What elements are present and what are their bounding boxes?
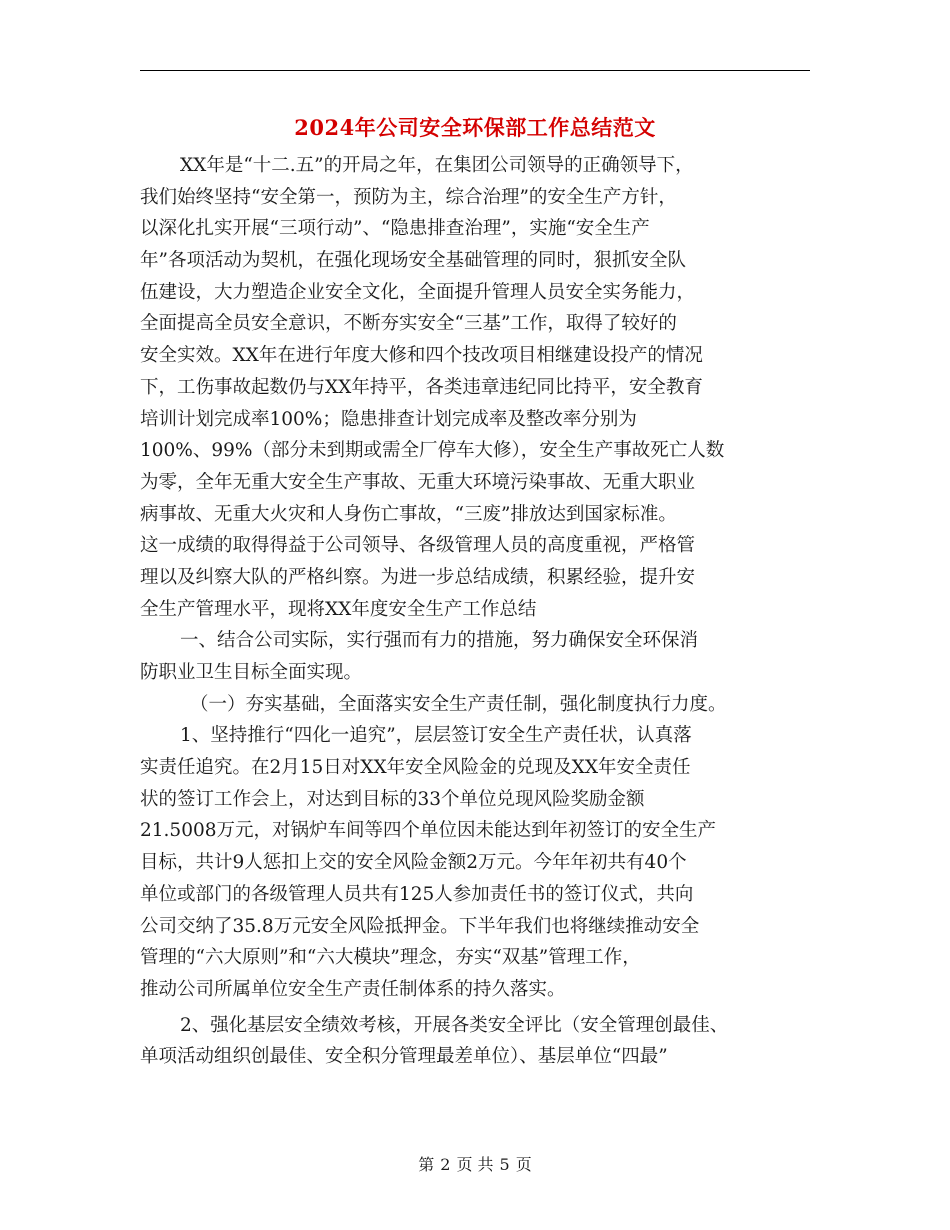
section-heading-cont: 防职业卫生目标全面实现。 — [140, 662, 363, 683]
body-line: 21.5008万元，对锅炉车间等四个单位因未能达到年初签订的安全生产 — [140, 820, 717, 842]
body-line: 100%、99%（部分未到期或需全厂停车大修），安全生产事故死亡人数 — [140, 440, 725, 462]
body-line: 理以及纠察大队的严格纠察。为进一步总结成绩，积累经验，提升安 — [140, 566, 696, 588]
body-line: 目标，共计9人惩扣上交的安全风险金额2万元。今年年初共有40个 — [140, 852, 687, 874]
body-line: XX年是“十二.五”的开局之年，在集团公司领导的正确领导下， — [180, 155, 694, 176]
body-line: 实责任追究。在2月15日对XX年安全风险金的兑现及XX年安全责任 — [140, 757, 691, 779]
body-line: 全生产管理水平，现将XX年度安全生产工作总结 — [140, 598, 537, 620]
body-line: 安全实效。XX年在进行年度大修和四个技改项目相继建设投产的情况 — [140, 345, 703, 367]
body-line: 培训计划完成率100%；隐患排查计划完成率及整改率分别为 — [140, 408, 637, 430]
body-line: 这一成绩的取得得益于公司领导、各级管理人员的高度重视，严格管 — [140, 535, 696, 557]
body-line: 公司交纳了35.8万元安全风险抵押金。下半年我们也将继续推动安全 — [140, 915, 700, 937]
page-label-middle: 页 共 — [456, 1155, 494, 1174]
page-label-suffix: 页 — [515, 1155, 532, 1174]
page-footer — [0, 1154, 950, 1176]
body-line: 状的签订工作会上，对达到目标的33个单位兑现风险奖励金额 — [140, 788, 645, 810]
section-heading: 一、结合公司实际，实行强而有力的措施，努力确保安全环保消 — [180, 630, 699, 652]
page-label-prefix: 第 — [418, 1155, 435, 1174]
body-line: 推动公司所属单位安全生产责任制体系的持久落实。 — [140, 978, 566, 1000]
current-page-number: 2 — [440, 1155, 451, 1174]
body-line: 全面提高全员安全意识，不断夯实安全“三基”工作，取得了较好的 — [140, 313, 677, 335]
header-rule — [140, 70, 810, 71]
body-line: 单项活动组织创最佳、安全积分管理最差单位）、基层单位“四最” — [140, 1046, 668, 1068]
subsection-heading: （一）夯实基础，全面落实安全生产责任制，强化制度执行力度。 — [190, 693, 727, 715]
body-line: 管理的“六大原则”和“六大模块”理念，夯实“双基”管理工作， — [140, 947, 641, 969]
document-title: 2024年公司安全环保部工作总结范文 — [294, 115, 656, 140]
total-pages-number: 5 — [499, 1155, 510, 1174]
body-line: 病事故、无重大火灾和人身伤亡事故，“三废”排放达到国家标准。 — [140, 503, 677, 525]
body-line: 1、坚持推行“四化一追究”，层层签订安全生产责任状，认真落 — [180, 725, 692, 747]
body-line: 年”各项活动为契机，在强化现场安全基础管理的同时，狠抓安全队 — [140, 250, 686, 272]
body-line: 单位或部门的各级管理人员共有125人参加责任书的签订仪式，共向 — [140, 883, 694, 905]
body-line: 伍建设，大力塑造企业安全文化，全面提升管理人员安全实务能力， — [140, 281, 696, 303]
document-body — [140, 150, 810, 1073]
body-line: 2、强化基层安全绩效考核，开展各类安全评比（安全管理创最佳、 — [180, 1014, 729, 1036]
body-line: 为零，全年无重大安全生产事故、无重大环境污染事故、无重大职业 — [140, 471, 696, 493]
body-line: 以深化扎实开展“三项行动”、“隐患排查治理”，实施“安全生产 — [140, 218, 650, 240]
body-line: 我们始终坚持“安全第一，预防为主，综合治理”的安全生产方针， — [140, 186, 677, 208]
body-line: 下，工伤事故起数仍与XX年持平，各类违章违纪同比持平，安全教育 — [140, 376, 703, 398]
